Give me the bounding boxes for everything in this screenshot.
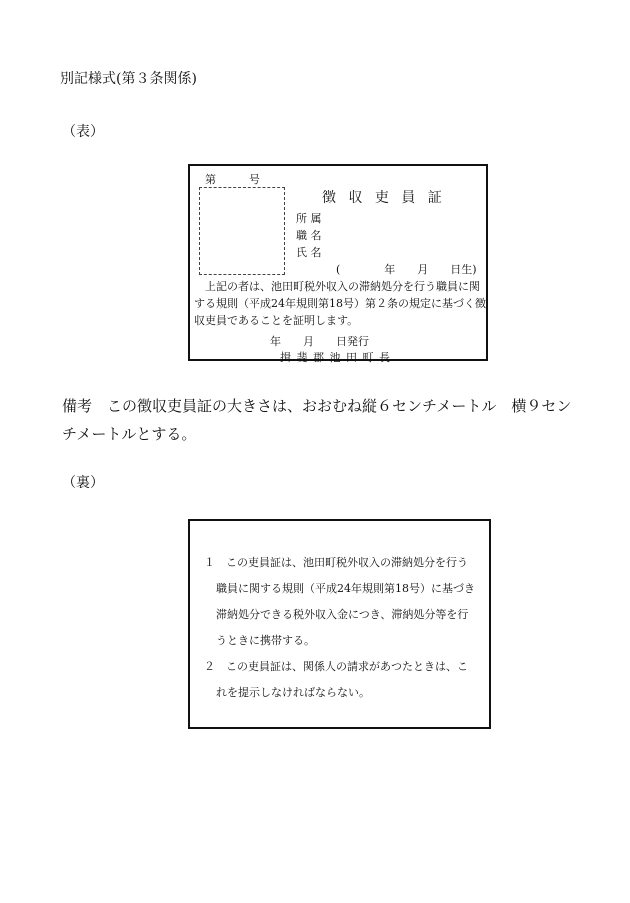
- card-title: 徴 収 吏 員 証: [322, 190, 446, 206]
- id-card-back: [188, 519, 491, 729]
- back-note-line: 職員に関する規則（平成24年規則第18号）に基づき: [216, 582, 475, 595]
- back-section-label: （裏）: [62, 475, 104, 491]
- back-note-line: れを提示しなければならない。: [216, 686, 370, 699]
- photo-placeholder: [199, 187, 285, 275]
- form-heading: 別記様式(第３条関係): [60, 71, 197, 87]
- statement-line: 上記の者は、池田町税外収入の滞納処分を行う職員に関: [194, 280, 480, 293]
- field-position: 職 名: [296, 229, 322, 242]
- field-name: 氏 名: [296, 246, 322, 259]
- remark-line: チメートルとする。: [62, 425, 197, 443]
- birth-date-line: ( 年 月 日生): [336, 263, 477, 276]
- back-note-line: １ この吏員証は、池田町税外収入の滞納処分を行う: [204, 556, 468, 569]
- remark: [62, 392, 582, 448]
- field-affiliation: 所 属: [296, 212, 322, 225]
- front-section-label: （表）: [62, 124, 104, 140]
- issue-date-line: 年 月 日発行: [270, 335, 369, 348]
- issuer-name: 揖 斐 郡 池 田 町 長: [280, 351, 391, 364]
- back-notes: [204, 550, 484, 706]
- back-note-line: うときに携帯する。: [216, 634, 315, 647]
- statement-line: する規則（平成24年規則第18号）第２条の規定に基づく徴: [194, 297, 486, 310]
- id-card-front: [188, 164, 488, 364]
- back-note-line: ２ この吏員証は、関係人の請求があつたときは、こ: [204, 660, 468, 673]
- remark-line: 備考 この徴収吏員証の大きさは、おおむね縦６センチメートル 横９セン: [62, 397, 572, 415]
- card-number-label: 第 号: [205, 173, 260, 186]
- certification-statement: [194, 278, 486, 329]
- back-note-line: 滞納処分できる税外収入金につき、滞納処分等を行: [216, 608, 469, 621]
- statement-line: 収吏員であることを証明します。: [194, 314, 359, 327]
